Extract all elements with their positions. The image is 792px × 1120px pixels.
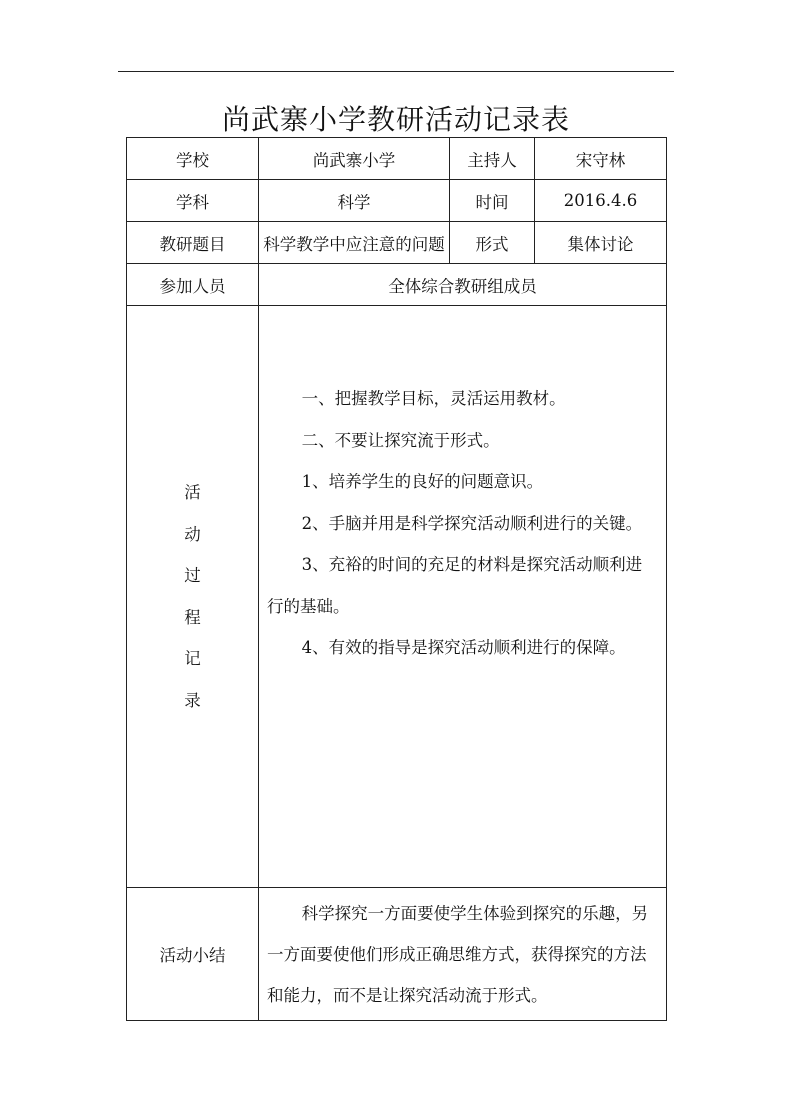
- activity-content: [259, 306, 667, 888]
- document-title: 尚武寨小学教研活动记录表: [221, 103, 570, 136]
- participants-label: 参加人员: [127, 264, 259, 306]
- activity-paragraph: 一、把握教学目标，灵活运用教材。: [301, 389, 566, 408]
- school-value: 尚武寨小学: [259, 138, 450, 180]
- activity-paragraph: 4、有效的指导是探究活动顺利进行的保障。: [301, 638, 626, 657]
- activity-label-char: 活: [184, 483, 201, 502]
- activity-paragraph: 1、培养学生的良好的问题意识。: [301, 472, 544, 491]
- record-table: [126, 137, 667, 1021]
- subject-label: 学科: [127, 180, 259, 222]
- row-participants: [127, 264, 667, 306]
- activity-label: [127, 306, 259, 888]
- school-label: 学校: [127, 138, 259, 180]
- participants-value: 全体综合教研组成员: [259, 264, 667, 306]
- host-label: 主持人: [450, 138, 535, 180]
- topic-label: 教研题目: [127, 222, 259, 264]
- activity-label-char: 录: [184, 690, 201, 710]
- form-label: 形式: [450, 222, 535, 264]
- activity-label-char: 记: [184, 649, 201, 668]
- time-label: 时间: [450, 180, 535, 222]
- topic-value: 科学教学中应注意的问题: [259, 222, 450, 264]
- summary-paragraph: 科学探究一方面要使学生体验到探究的乐趣，另一方面要使他们形成正确思维方式，获得探究的方法和能力，而不是让探究活动流于形式。: [267, 903, 649, 1005]
- time-value: 2016.4.6: [535, 180, 667, 222]
- activity-label-char: 动: [184, 524, 201, 544]
- summary-label: 活动小结: [127, 888, 259, 1021]
- activity-paragraph: 二、不要让探究流于形式。: [301, 430, 500, 450]
- activity-label-char: 程: [184, 607, 201, 627]
- header-rule: [118, 71, 674, 72]
- summary-content: [259, 888, 667, 1021]
- row-topic: [127, 222, 667, 264]
- activity-paragraph: 2、手脑并用是科学探究活动顺利进行的关键。: [301, 513, 643, 533]
- row-summary: [127, 888, 667, 1021]
- row-school: [127, 138, 667, 180]
- activity-label-char: 过: [184, 566, 201, 585]
- row-activity: [127, 306, 667, 888]
- form-value: 集体讨论: [535, 222, 667, 264]
- host-value: 宋守林: [535, 138, 667, 180]
- row-subject: [127, 180, 667, 222]
- subject-value: 科学: [259, 180, 450, 222]
- activity-paragraph: 3、充裕的时间的充足的材料是探究活动顺利进行的基础。: [267, 555, 643, 616]
